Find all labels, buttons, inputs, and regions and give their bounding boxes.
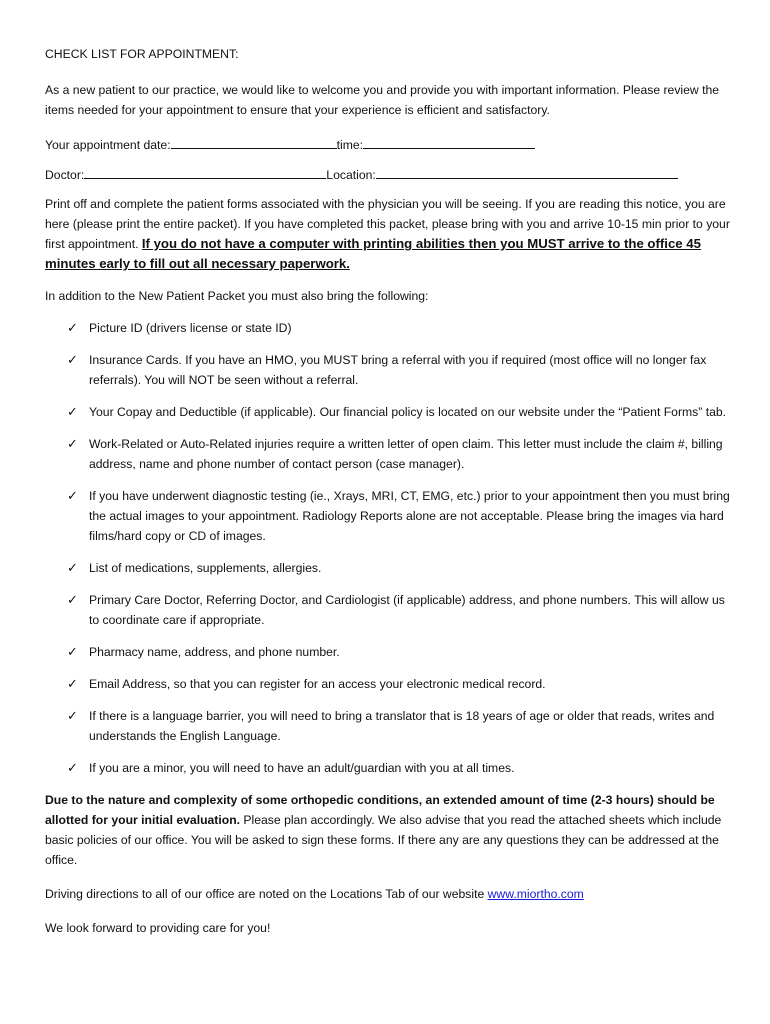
list-item	[45, 642, 730, 662]
appointment-date-label: Your appointment date:	[45, 138, 171, 152]
doctor-label: Doctor:	[45, 168, 85, 182]
location-label: Location:	[326, 168, 376, 182]
forms-paragraph	[45, 194, 730, 274]
list-item	[45, 674, 730, 694]
intro-paragraph: As a new patient to our practice, we would like to welcome you and provide you with important information. Please review the items needed for your appointment to ensure that your experience is efficient and satisfactory.	[45, 83, 720, 117]
list-item-text: Email Address, so that you can register for an access your electronic medical record.	[89, 677, 546, 691]
list-item-text: Work-Related or Auto-Related injuries require a written letter of open claim. This letter must include the claim #, billing address, name and phone number of contact person (case manager).	[89, 437, 723, 471]
time-label: time:	[336, 138, 364, 152]
bring-intro: In addition to the New Patient Packet you must also bring the following:	[45, 289, 429, 303]
list-item-text: Your Copay and Deductible (if applicable). Our financial policy is located on our website under the “Patient Forms” tab.	[89, 405, 727, 419]
checkmark-icon: ✓	[67, 592, 78, 607]
list-item-text: Insurance Cards. If you have an HMO, you MUST bring a referral with you if required (most office will no longer fax referrals). You will NOT be seen without a referral.	[89, 353, 707, 387]
appointment-date-field[interactable]	[171, 134, 337, 149]
doctor-location-row	[45, 164, 730, 182]
evaluation-note-bold: Due to the nature and complexity of some orthopedic conditions, an extended amount of time (2-3 hours) should be allotted for your initial evaluation.	[45, 793, 715, 827]
evaluation-note	[45, 790, 730, 870]
time-field[interactable]	[363, 134, 535, 149]
list-item-text: If you are a minor, you will need to have an adult/guardian with you at all times.	[89, 761, 515, 775]
forms-emphasis: If you do not have a computer with printing abilities then you MUST arrive to the office 45 minutes early to fill out all necessary paperwork.	[45, 236, 701, 271]
forms-paragraph-text: Print off and complete the patient forms associated with the physician you will be seeing. If you are reading this notice, you are here (please print the entire packet). If you have completed this packet, please bring with you and arrive 10-15 min prior to your first appointment.	[45, 197, 730, 251]
checkmark-icon: ✓	[67, 320, 78, 335]
checkmark-icon: ✓	[67, 352, 78, 367]
directions-paragraph	[45, 884, 730, 904]
closing-line: We look forward to providing care for you!	[45, 921, 271, 935]
checkmark-icon: ✓	[67, 644, 78, 659]
list-item	[45, 350, 730, 390]
doctor-field[interactable]	[84, 164, 326, 179]
list-item-text: If there is a language barrier, you will need to bring a translator that is 18 years of age or older that reads, writes and understands the English Language.	[89, 709, 715, 743]
list-item	[45, 434, 730, 474]
list-item-text: List of medications, supplements, allergies.	[89, 561, 322, 575]
checkmark-icon: ✓	[67, 404, 78, 419]
list-item	[45, 402, 730, 422]
document-page	[45, 44, 730, 938]
list-item	[45, 590, 730, 630]
checkmark-icon: ✓	[67, 760, 78, 775]
page-title: CHECK LIST FOR APPOINTMENT:	[45, 47, 239, 61]
list-item-text: If you have underwent diagnostic testing (ie., Xrays, MRI, CT, EMG, etc.) prior to your appointment then you must bring the actual images to your appointment. Radiology Reports alone are not acceptable. Please bring the images via hard films/hard copy or CD of images.	[89, 489, 730, 543]
directions-text: Driving directions to all of our office are noted on the Locations Tab of our website	[45, 887, 488, 901]
checkmark-icon: ✓	[67, 488, 78, 503]
appointment-date-row	[45, 134, 730, 152]
checkmark-icon: ✓	[67, 560, 78, 575]
list-item	[45, 558, 730, 578]
list-item-text: Pharmacy name, address, and phone number.	[89, 645, 340, 659]
list-item	[45, 486, 730, 546]
checklist	[45, 318, 730, 778]
list-item	[45, 706, 730, 746]
checkmark-icon: ✓	[67, 436, 78, 451]
list-item-text: Picture ID (drivers license or state ID)	[89, 321, 292, 335]
list-item	[45, 758, 730, 778]
location-field[interactable]	[376, 164, 678, 179]
evaluation-note-text: Please plan accordingly. We also advise that you read the attached sheets which include basic policies of our office. You will be asked to sign these forms. If there any are any questions they can be addressed at the office.	[45, 813, 722, 867]
list-item-text: Primary Care Doctor, Referring Doctor, and Cardiologist (if applicable) address, and phone numbers. This will allow us to coordinate care if appropriate.	[89, 593, 725, 627]
website-link[interactable]: www.miortho.com	[487, 887, 584, 901]
checkmark-icon: ✓	[67, 708, 78, 723]
list-item	[45, 318, 730, 338]
checkmark-icon: ✓	[67, 676, 78, 691]
